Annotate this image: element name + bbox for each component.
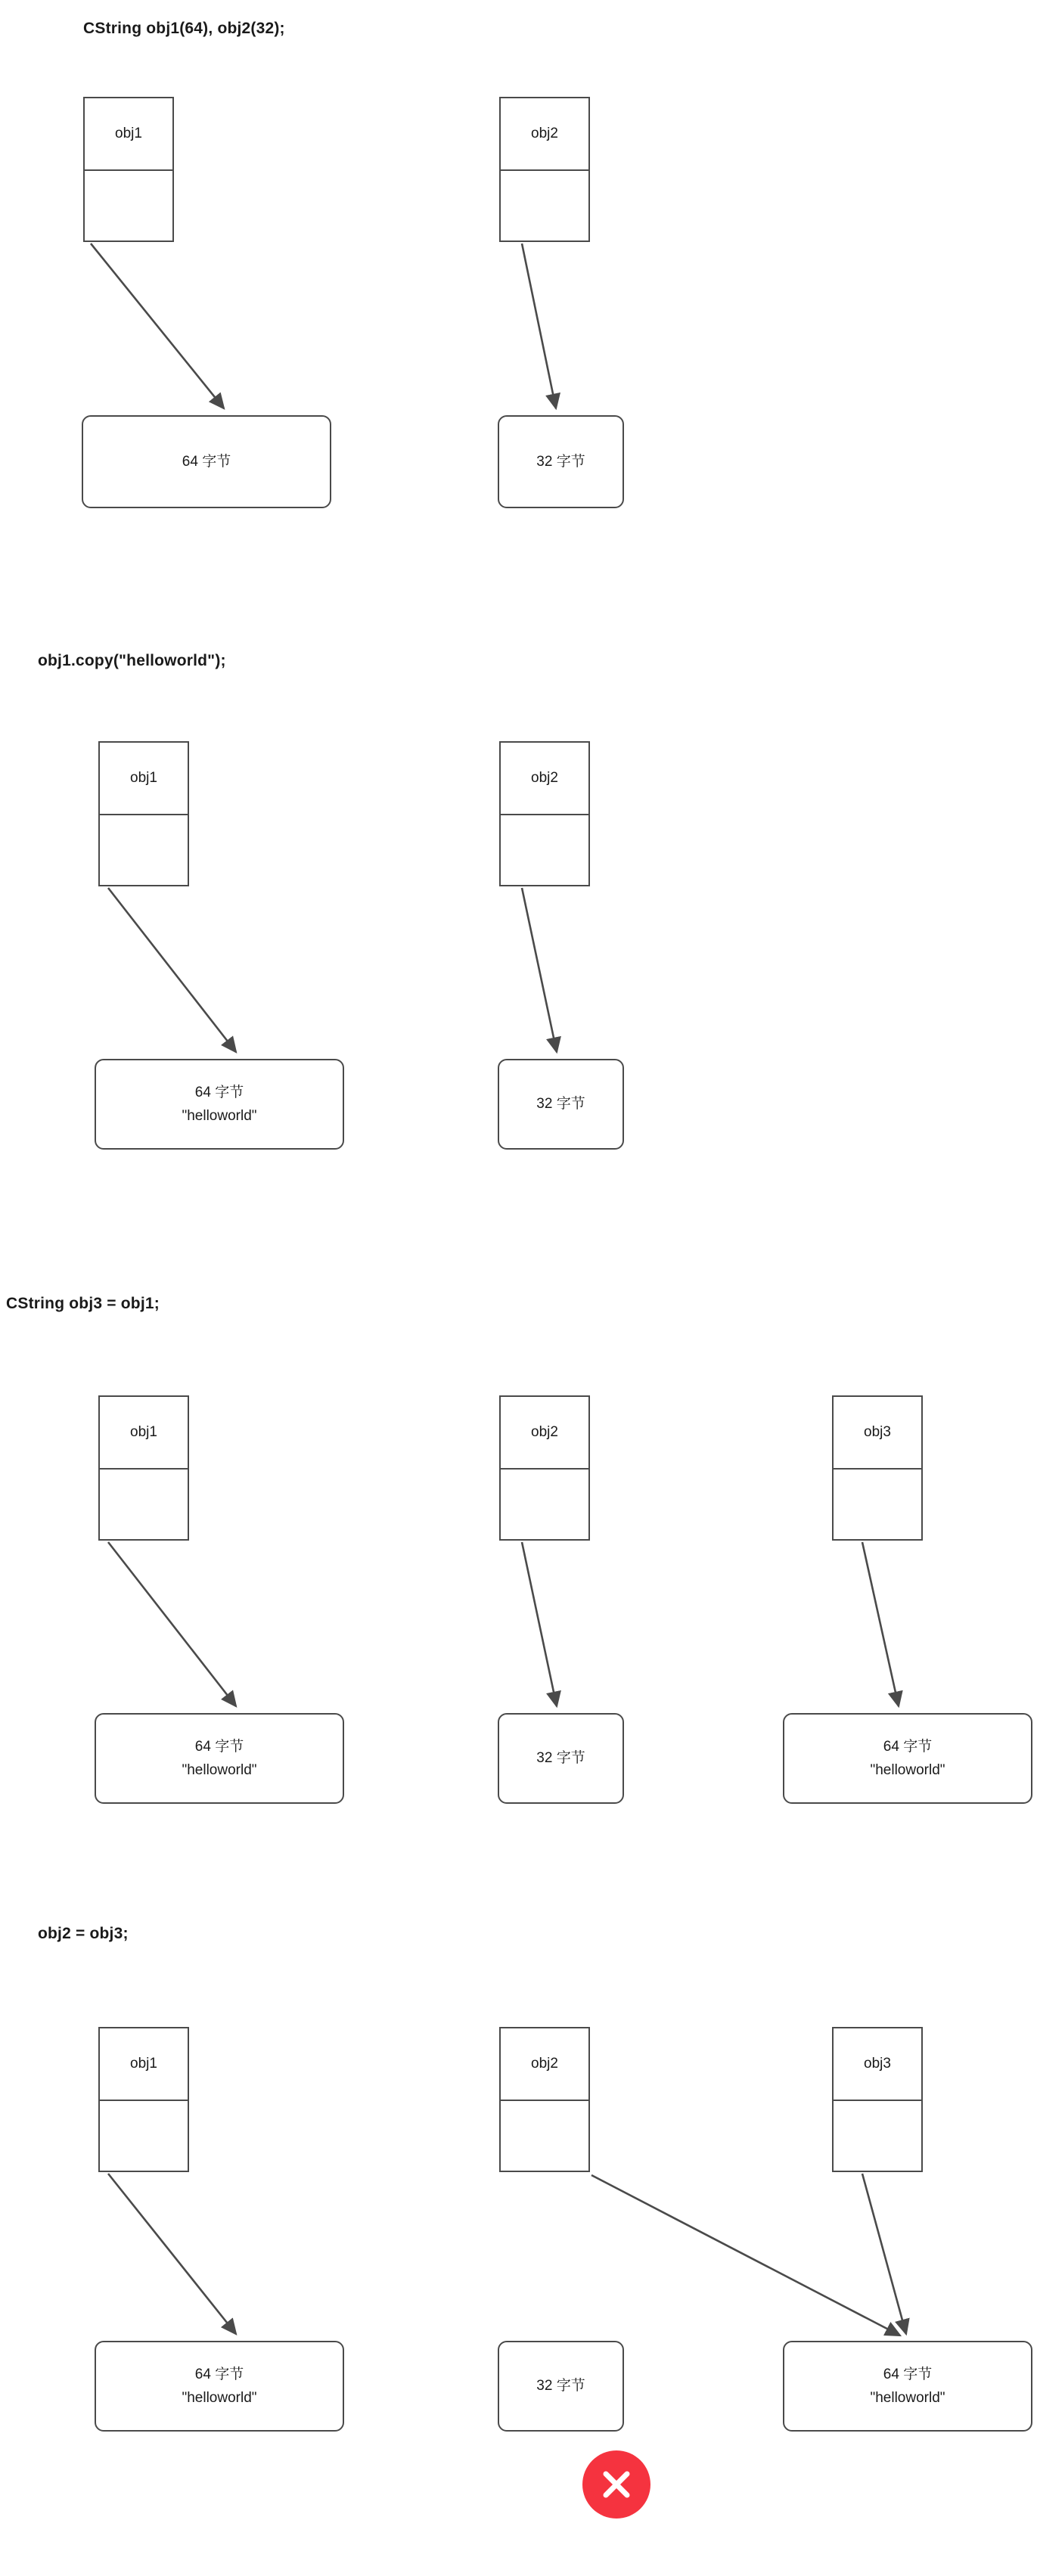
memory-content-64-s3: "helloworld" (182, 1762, 257, 1778)
obj-pointer-cell-obj1-s2 (100, 815, 188, 886)
obj-pointer-cell-obj1-s4 (100, 2101, 188, 2172)
obj-pointer-cell-obj3-s3 (834, 1470, 921, 1541)
obj-label-obj1-s1: obj1 (85, 98, 172, 171)
memory-block-64b-s3 (783, 1713, 1032, 1804)
memory-size-64-s2: 64 字节 (194, 1084, 244, 1100)
obj-box-obj2-s1 (499, 97, 590, 242)
memory-content-64b-s4: "helloworld" (870, 2390, 945, 2406)
obj-label-obj2-s2: obj2 (501, 743, 588, 815)
memory-block-32-s2 (498, 1059, 624, 1150)
memory-block-32-s3 (498, 1713, 624, 1804)
obj-pointer-cell-obj2-s1 (501, 171, 588, 242)
arrow-obj2-to-mem32-s1 (522, 244, 556, 408)
obj-box-obj3-s3 (832, 1395, 923, 1541)
obj-label-obj1-s4: obj1 (100, 2028, 188, 2101)
memory-size-32-s3: 32 字节 (536, 1750, 585, 1767)
memory-block-64-s4 (95, 2341, 344, 2432)
obj-pointer-cell-obj1-s1 (85, 171, 172, 242)
memory-size-32-s4: 32 字节 (536, 2378, 585, 2394)
arrow-obj3-to-mem64b-s4 (862, 2174, 906, 2334)
memory-size-64b-s3: 64 字节 (883, 1738, 933, 1755)
memory-block-64-s1 (82, 415, 331, 508)
memory-size-64-s4: 64 字节 (194, 2366, 244, 2382)
obj-pointer-cell-obj2-s3 (501, 1470, 588, 1541)
obj-box-obj1-s4 (98, 2027, 189, 2172)
memory-size-32-s1: 32 字节 (536, 453, 585, 470)
obj-label-obj1-s2: obj1 (100, 743, 188, 815)
obj-label-obj1-s3: obj1 (100, 1397, 188, 1470)
obj-box-obj3-s4 (832, 2027, 923, 2172)
arrow-obj2-to-mem32-s2 (522, 888, 557, 1052)
memory-block-64-s2 (95, 1059, 344, 1150)
arrow-obj1-to-mem64-s3 (108, 1542, 236, 1706)
obj-box-obj1-s3 (98, 1395, 189, 1541)
memory-size-64-s1: 64 字节 (182, 453, 231, 470)
memory-block-32-s4 (498, 2341, 624, 2432)
obj-box-obj2-s3 (499, 1395, 590, 1541)
obj-label-obj2-s3: obj2 (501, 1397, 588, 1470)
obj-pointer-cell-obj1-s3 (100, 1470, 188, 1541)
obj-pointer-cell-obj2-s2 (501, 815, 588, 886)
obj-pointer-cell-obj3-s4 (834, 2101, 921, 2172)
section-title-1: CString obj1(64), obj2(32); (83, 20, 285, 37)
obj-box-obj1-s1 (83, 97, 174, 242)
obj-label-obj2-s1: obj2 (501, 98, 588, 171)
memory-size-64-s3: 64 字节 (194, 1738, 244, 1755)
obj-box-obj1-s2 (98, 741, 189, 886)
arrow-obj1-to-mem64-s2 (108, 888, 236, 1052)
section-title-4: obj2 = obj3; (38, 1925, 129, 1942)
obj-box-obj2-s2 (499, 741, 590, 886)
memory-content-64b-s3: "helloworld" (870, 1762, 945, 1778)
arrow-obj1-to-mem64-s1 (91, 244, 224, 408)
obj-label-obj2-s4: obj2 (501, 2028, 588, 2101)
memory-size-32-s2: 32 字节 (536, 1096, 585, 1113)
arrow-obj1-to-mem64-s4 (108, 2174, 236, 2334)
arrow-obj3-to-mem64b-s3 (862, 1542, 899, 1706)
obj-label-obj3-s4: obj3 (834, 2028, 921, 2101)
section-title-2: obj1.copy("helloworld"); (38, 652, 226, 669)
arrow-obj2-to-mem32-s3 (522, 1542, 557, 1706)
section-title-3: CString obj3 = obj1; (6, 1295, 160, 1312)
obj-label-obj3-s3: obj3 (834, 1397, 921, 1470)
memory-size-64b-s4: 64 字节 (883, 2366, 933, 2382)
memory-content-64-s2: "helloworld" (182, 1108, 257, 1124)
error-x-icon (582, 2450, 650, 2519)
memory-block-64-s3 (95, 1713, 344, 1804)
arrow-obj2-to-mem64b-s4 (591, 2175, 900, 2335)
memory-content-64-s4: "helloworld" (182, 2390, 257, 2406)
memory-block-64b-s4 (783, 2341, 1032, 2432)
obj-pointer-cell-obj2-s4 (501, 2101, 588, 2172)
obj-box-obj2-s4 (499, 2027, 590, 2172)
memory-block-32-s1 (498, 415, 624, 508)
